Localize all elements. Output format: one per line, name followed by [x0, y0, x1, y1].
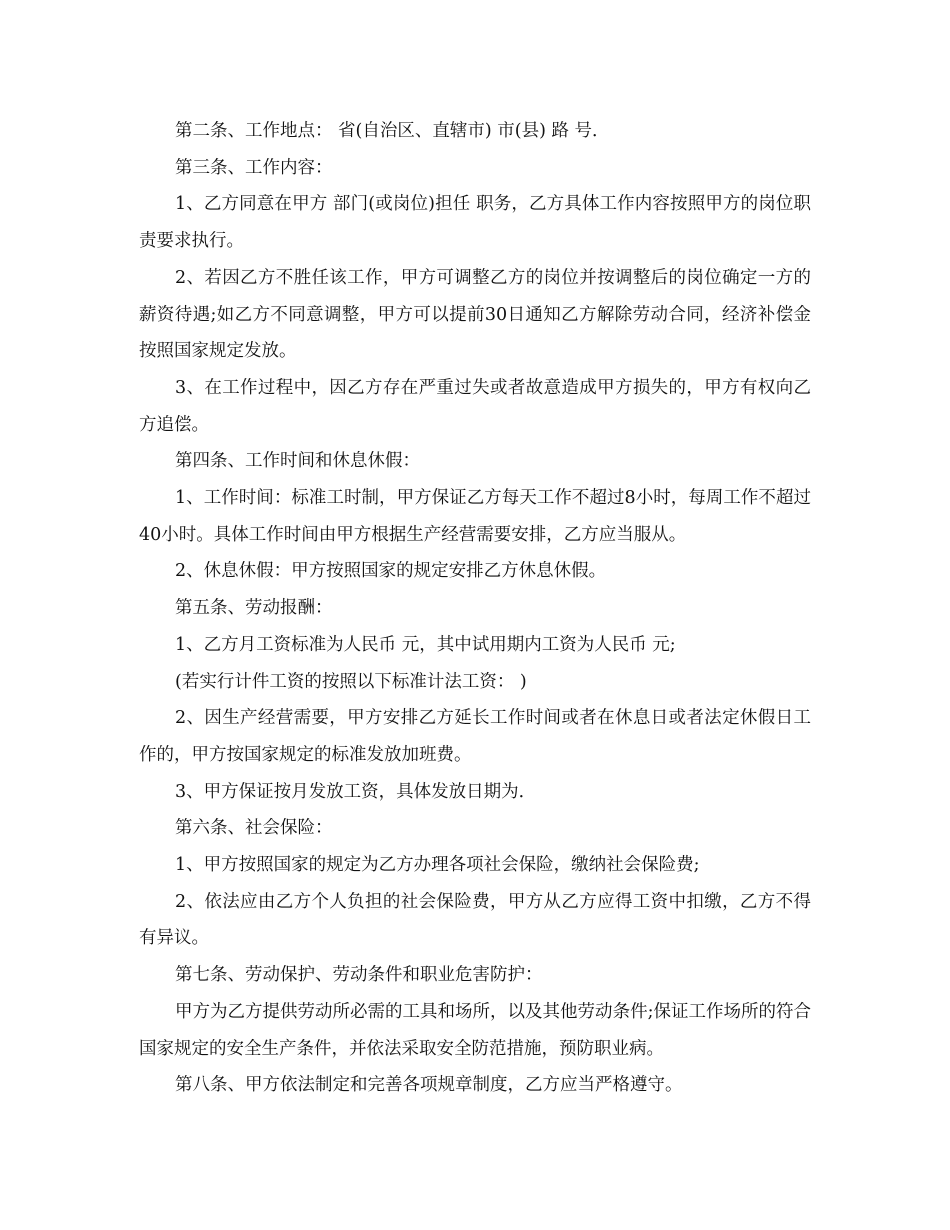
- article-5-piecework-note: (若实行计件工资的按照以下标准计法工资： ): [175, 671, 527, 692]
- article-3-heading: 第三条、工作内容：: [175, 157, 333, 178]
- article-4-heading: 第四条、工作时间和休息休假：: [175, 451, 420, 472]
- contract-body: [139, 113, 811, 1104]
- article-3-item-3: 3、在工作过程中，因乙方存在严重过失或者故意造成甲方损失的，甲方有权向乙方追偿。: [139, 377, 811, 435]
- article-7-heading: 第七条、劳动保护、劳动条件和职业危害防护：: [175, 965, 543, 986]
- article-6-item-2: 2、依法应由乙方个人负担的社会保险费，甲方从乙方应得工资中扣缴，乙方不得有异议。: [139, 891, 811, 949]
- article-5-item-1: 1、乙方月工资标准为人民币 元，其中试用期内工资为人民币 元;: [175, 634, 676, 655]
- article-2-workplace: 第二条、工作地点： 省(自治区、直辖市) 市(县) 路 号．: [175, 121, 610, 141]
- article-3-item-1: 1、乙方同意在甲方 部门(或岗位)担任 职务，乙方具体工作内容按照甲方的岗位职责要求执行。: [139, 194, 811, 252]
- article-7-body: 甲方为乙方提供劳动所必需的工具和场所，以及其他劳动条件;保证工作场所的符合国家规定的安全生产条件，并依法采取安全防范措施，预防职业病。: [139, 1001, 811, 1059]
- article-5-item-2: 2、因生产经营需要，甲方安排乙方延长工作时间或者在休息日或者法定休假日工作的，甲方按国家规定的标准发放加班费。: [139, 708, 811, 765]
- article-4-item-1: 1、工作时间：标准工时制，甲方保证乙方每天工作不超过8小时，每周工作不超过40小时。具体工作时间由甲方根据生产经营需要安排，乙方应当服从。: [139, 488, 811, 545]
- article-3-item-2: 2、若因乙方不胜任该工作，甲方可调整乙方的岗位并按调整后的岗位确定一方的薪资待遇;如乙方不同意调整，甲方可以提前30日通知乙方解除劳动合同，经济补偿金按照国家规定发放。: [139, 267, 811, 362]
- article-6-item-1: 1、甲方按照国家的规定为乙方办理各项社会保险，缴纳社会保险费;: [175, 855, 700, 876]
- article-8: 第八条、甲方依法制定和完善各项规章制度，乙方应当严格遵守。: [175, 1075, 683, 1096]
- article-5-item-3: 3、甲方保证按月发放工资，具体发放日期为．: [175, 781, 537, 802]
- article-4-item-2: 2、休息休假：甲方按照国家的规定安排乙方休息休假。: [175, 561, 607, 582]
- article-5-heading: 第五条、劳动报酬：: [175, 598, 333, 619]
- article-6-heading: 第六条、社会保险：: [175, 818, 333, 839]
